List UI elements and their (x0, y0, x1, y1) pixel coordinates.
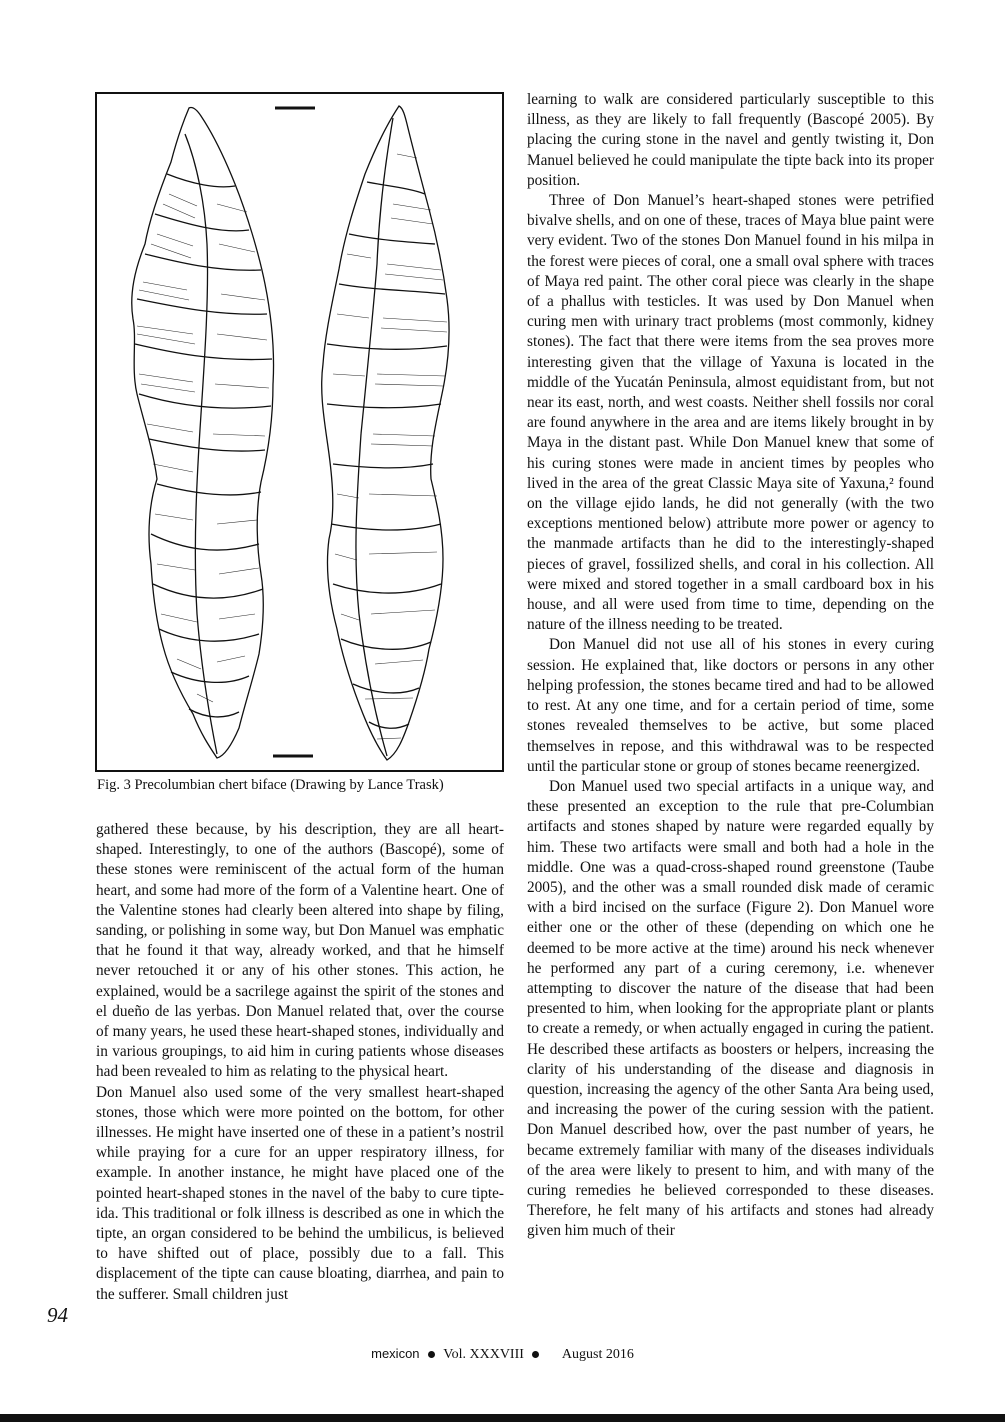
bullet-icon (428, 1351, 435, 1358)
paragraph: Don Manuel also used some of the very smallest heart-shaped stones, those which were more pointed on the bottom, for other illnesses. He might have inserted one of these in a patient’s nostril while praying for a cure for an upper respiratory illness, for example. In another instance, he might have placed one of the pointed heart-shaped stones in the navel of the baby to cure tipte-ida. This traditional or folk illness is described as one in which the tipte, an organ considered to be behind the umbilicus, is believed to have shifted out of place, possibly due to a fall. This displacement of the tipte can cause bloating, diarrhea, and pain to the sufferer. Small children just (96, 1083, 504, 1303)
page-number: 94 (47, 1303, 68, 1327)
bullet-icon (532, 1351, 539, 1358)
paragraph: Three of Don Manuel’s heart-shaped stones were petrified bivalve shells, and on one of these, traces of Maya blue paint were very evident. Two of the stones Don Manuel found in his milpa in the forest were pieces of coral, one a small oval sphere with traces of Maya red paint. The other coral piece was clearly in the shape of a phallus with testicles. It was used by Don Manuel when curing men with urinary tract problems (most commonly, kidney stones). The fact that there were items from the sea proves more interesting given that the village of Yaxuna is located in the middle of the Yucatán Peninsula, almost equidistant from, but not near its east, north, and west coasts. Neither shell fossils nor coral are found anywhere in the area and are items likely brought in by Maya in the distant past. While Don Manuel knew that some of his curing stones were made in ancient times by peoples who lived in the area of the great Classic Maya site of Yaxuna,² found on the village ejido lands, he did not generally (with the two exceptions mentioned below) attribute more power or agency to the manmade artifacts than he did to the interestingly-shaped pieces of gravel, fossilized shells, and coral in his collection. All were mixed and stored together in a small cardboard box in his house, and all were used from time to time, depending on the nature of the illness needing to be treated. (527, 192, 934, 634)
figure-frame (95, 92, 504, 772)
left-text-column (96, 820, 504, 1305)
volume: Vol. XXXVIII (443, 1347, 524, 1362)
figure-caption: Fig. 3 Precolumbian chert biface (Drawing by Lance Trask) (97, 777, 444, 793)
paragraph: Don Manuel did not use all of his stones in every curing session. He explained that, like doctors or persons in any other helping profession, the stones became tired and had to be allowed to rest. At any one time, and for a certain period of time, some stones revealed themselves to be active, but some placed themselves in repose, and this withdrawal was to be respected until the particular stone or group of stones became reenergized. (527, 636, 934, 775)
biface-right-view (322, 106, 449, 760)
biface-left-view (132, 107, 274, 758)
paragraph: learning to walk are considered particularly susceptible to this illness, as they are likely to fall frequently (Bascopé 2005). By placing the curing stone in the navel and gently twisting it, Don Manuel believed he could manipulate the tipte back into its proper position. (527, 91, 934, 189)
journal-name: mexicon (371, 1346, 420, 1361)
page-footer (0, 1346, 1005, 1363)
bottom-rule (0, 1414, 1005, 1422)
biface-right-hatching (333, 154, 447, 739)
chert-biface-drawing (97, 94, 502, 770)
issue-date: August 2016 (561, 1347, 634, 1362)
right-text-column (527, 90, 934, 1242)
paragraph: gathered these because, by his description, they are all heart-shaped. Interestingly, to one of the authors (Bascopé), some of these stones were reminiscent of the actual form of the human heart, and some had more of the form of a Valentine heart. One of the Valentine stones had clearly been altered into shape by filing, sanding, or polishing in some way, but Don Manuel was emphatic that he found it that way, already worked, and that he himself never retouched it or any of his other stones. This action, he explained, would be a sacrilege against the spirit of the stones and el dueño de las yerbas. Don Manuel related that, over the course of many years, he used these heart-shaped stones, individually and in various groupings, to aid him in curing patients whose diseases had been revealed to him as relating to the physical heart. (96, 821, 504, 1081)
paragraph: Don Manuel used two special artifacts in a unique way, and these presented an exception to the rule that pre-Columbian artifacts and stones shaped by nature were regarded equally by him. These two artifacts were small and both had a hole in the middle. One was a quad-cross-shaped round greenstone (Taube 2005), and the other was a small rounded disk made of ceramic with a bird incised on the surface (Figure 2). Don Manuel wore either one or the other of these (depending on which one he deemed to be more active at the time) around his neck whenever he performed any part of a curing ceremony, i.e. whenever attempting to discover the nature of the disease that had been presented to him, when looking for the appropriate plant or plants to create a remedy, or when actually engaged in curing the patient. He described these artifacts as boosters or helpers, increasing the clarity of his understanding of the disease and diagnosis in question, increasing the agency of the other Santa Ara being used, and increasing the power of the curing session with the patient. Don Manuel described how, over the past number of years, he became extremely familiar with many of the diseases individuals of the area were likely to present to him, and with many of the curing remedies he believed corresponded to these diseases. Therefore, he felt many of his artifacts and stones had already given him much of their (527, 777, 934, 1240)
